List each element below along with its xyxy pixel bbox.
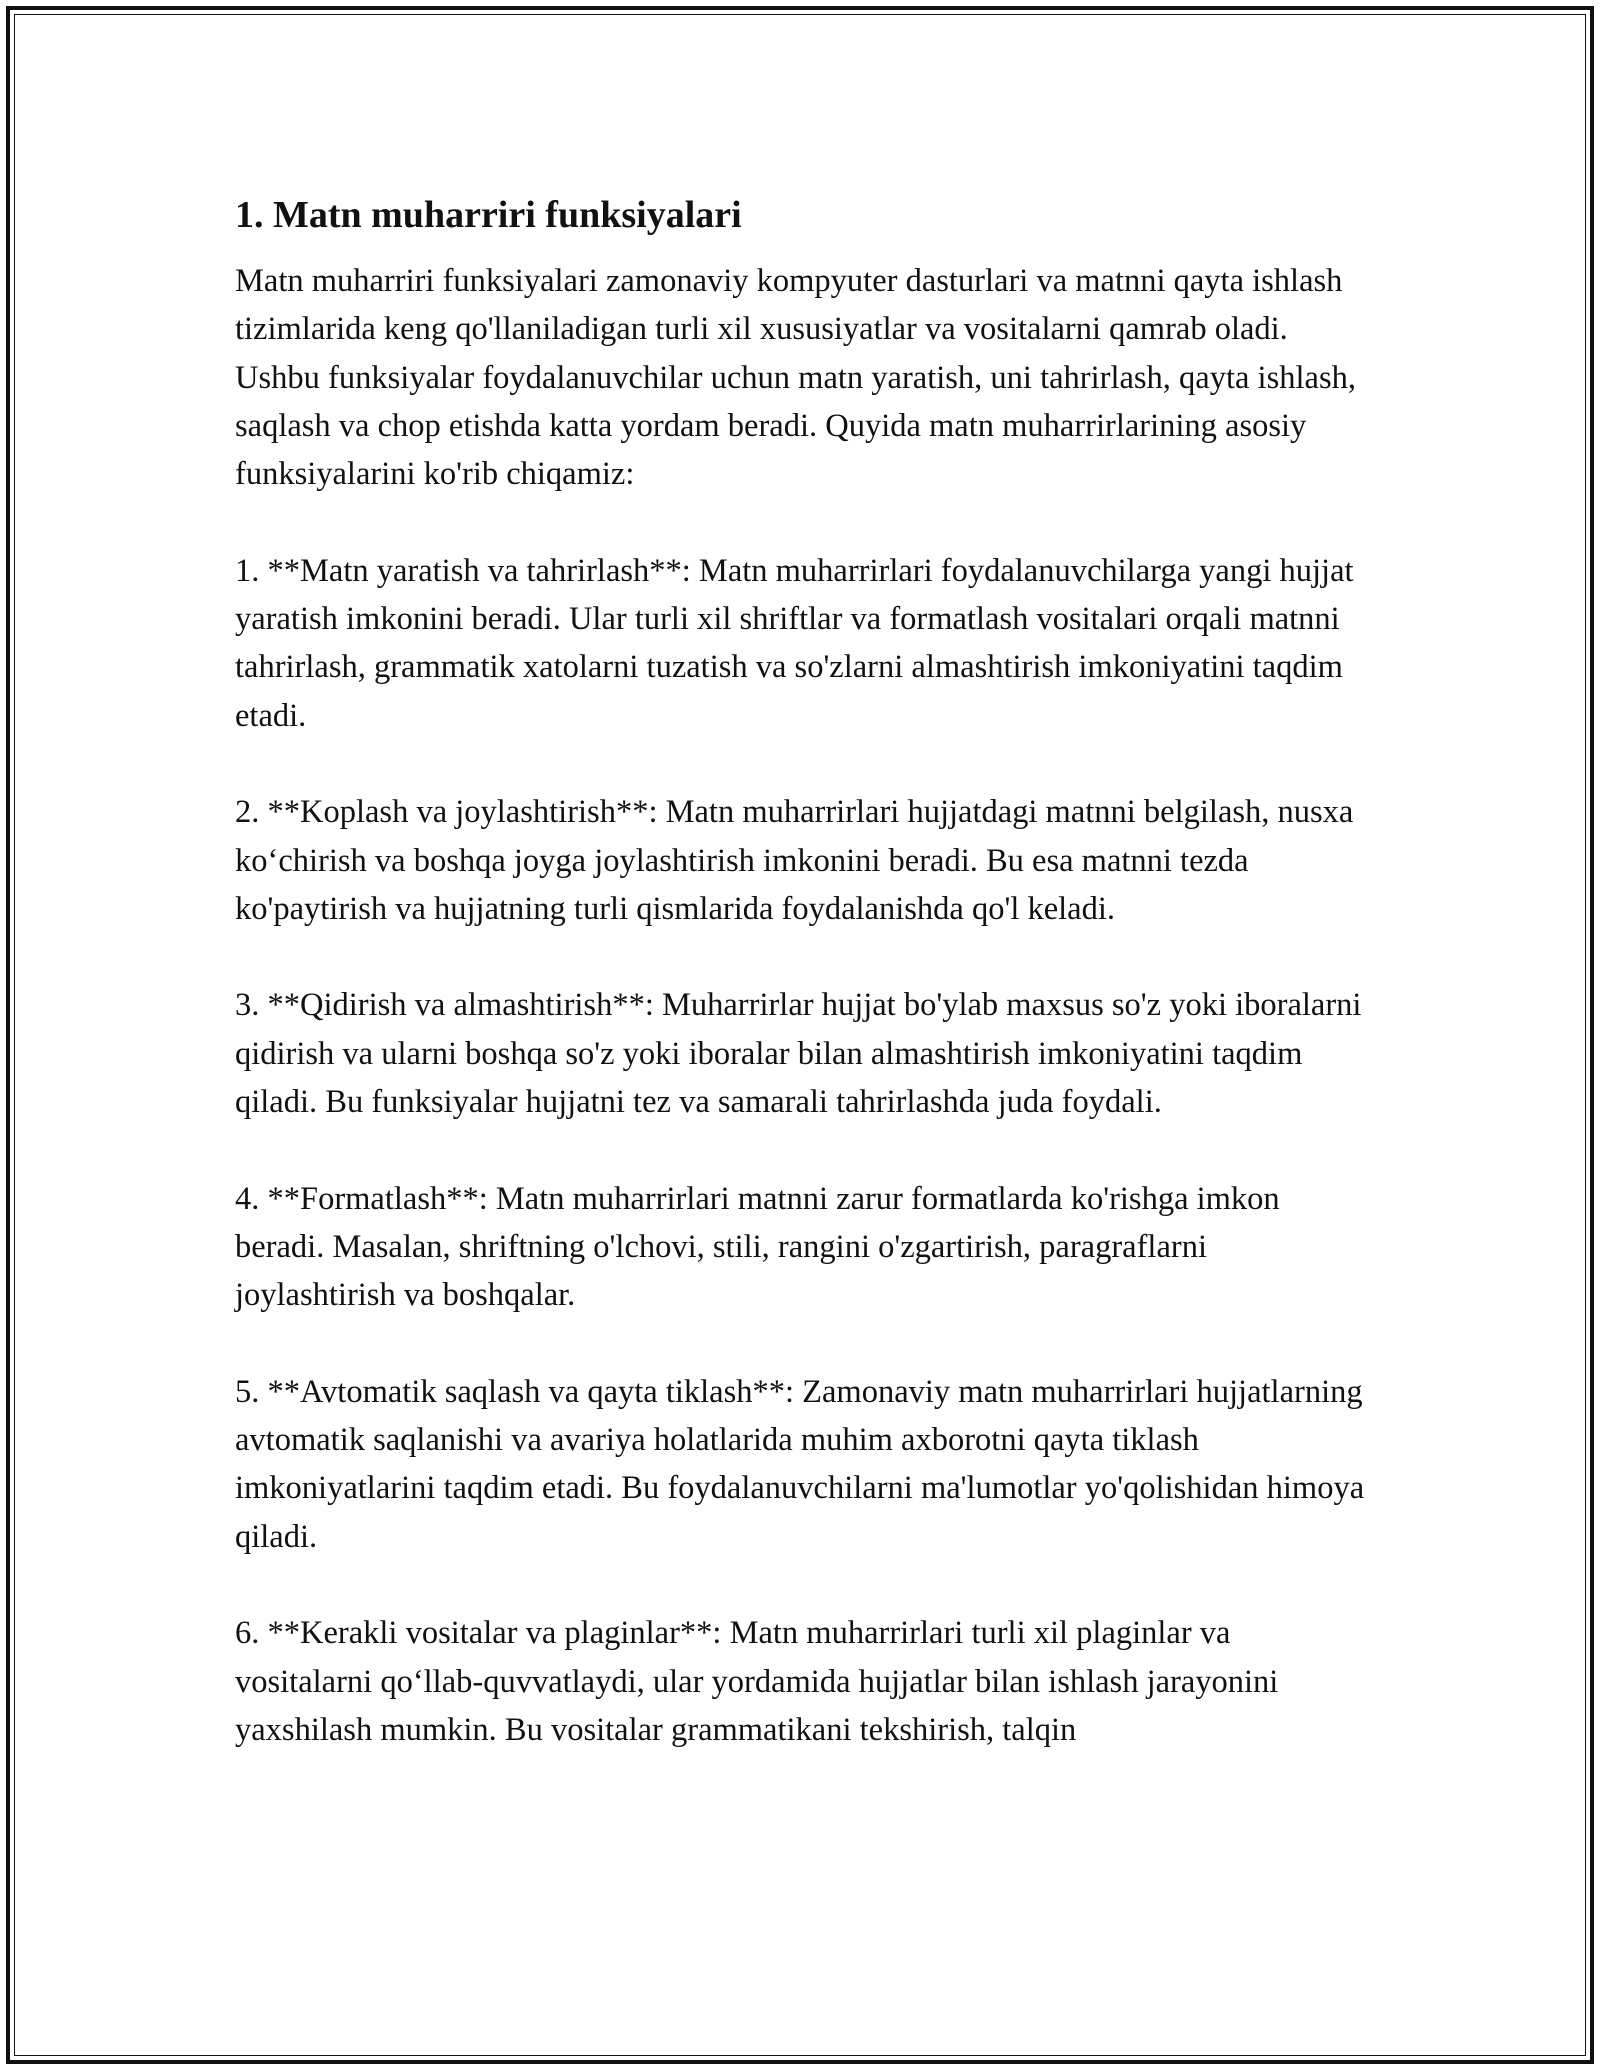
list-item: 3. **Qidirish va almashtirish**: Muharrirlar hujjat bo'ylab maxsus so'z yoki iboralarni qidirish va ularni boshqa so'z yoki iboralar bilan almashtirish imkoniyatini taqdim qiladi. Bu funksiyalar hujjatni tez va samarali tahrirlashda juda foydali. xyxy=(235,987,1362,1121)
list-item: 4. **Formatlash**: Matn muharrirlari matnni zarur formatlarda ko'rishga imkon beradi. Masalan, shriftning o'lchovi, stili, rangini o'zgartirish, paragraflarni joylashtirish va boshqalar. xyxy=(235,1180,1280,1314)
document-body xyxy=(235,185,1375,1754)
intro-paragraph: Matn muharriri funksiyalari zamonaviy kompyuter dasturlari va matnni qayta ishlash tizimlarida keng qo'llaniladigan turli xil xususiyatlar va vositalarni qamrab oladi. Ushbu funksiyalar foydalanuvchilar uchun matn yaratish, uni tahrirlash, qayta ishlash, saqlash va chop etishda katta yordam beradi. Quyida matn muharrirlarining asosiy funksiyalarini ko'rib chiqamiz: xyxy=(235,263,1356,493)
list-item: 1. **Matn yaratish va tahrirlash**: Matn muharrirlari foydalanuvchilarga yangi hujjat yaratish imkonini beradi. Ular turli xil shriftlar va formatlash vositalari orqali matnni tahrirlash, grammatik xatolarni tuzatish va so'zlarni almashtirish imkoniyatini taqdim etadi. xyxy=(235,552,1354,734)
document-title: 1. Matn muharriri funksiyalari xyxy=(235,194,742,236)
list-item: 6. **Kerakli vositalar va plaginlar**: Matn muharrirlari turli xil plaginlar va vositalarni qo‘llab-quvvatlaydi, ular yordamida hujjatlar bilan ishlash jarayonini yaxshilash mumkin. Bu vositalar grammatikani tekshirish, talqin xyxy=(235,1615,1279,1748)
list-item: 5. **Avtomatik saqlash va qayta tiklash**: Zamonaviy matn muharrirlari hujjatlarning avtomatik saqlanishi va avariya holatlarida muhim axborotni qayta tiklash imkoniyatlarini taqdim etadi. Bu foydalanuvchilarni ma'lumotlar yo'qolishidan himoya qiladi. xyxy=(235,1373,1365,1555)
list-item: 2. **Koplash va joylashtirish**: Matn muharrirlari hujjatdagi matnni belgilash, nusxa ko‘chirish va boshqa joyga joylashtirish imkonini beradi. Bu esa matnni tezda ko'paytirish va hujjatning turli qismlarida foydalanishda qo'l keladi. xyxy=(235,794,1354,927)
